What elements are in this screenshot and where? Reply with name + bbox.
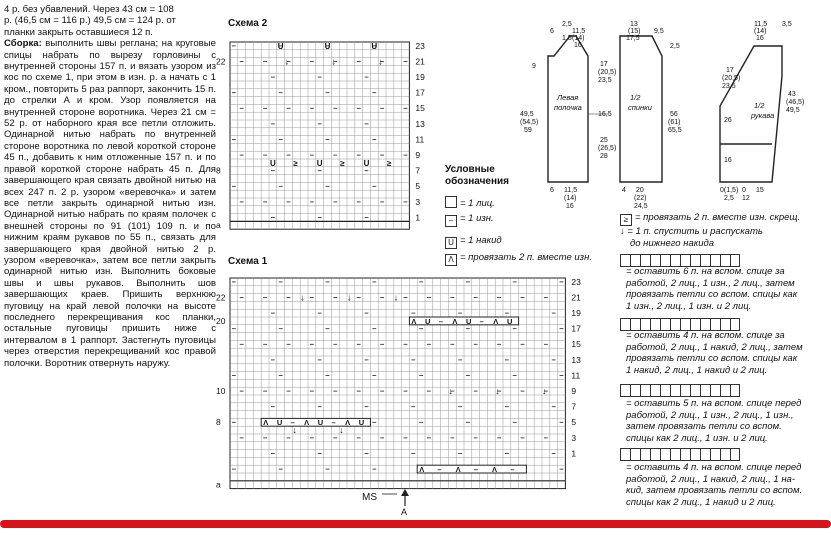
lf-top-0: 2,5 (562, 21, 572, 28)
schema1-drop-arrow-icon: ↓ (300, 292, 305, 303)
schema1-row-label-1: 1 (571, 448, 577, 459)
exp-b3-l4: спицы как 2 лиц., 1 изн. и 2 лиц. (626, 432, 768, 444)
exp-block-3 (626, 398, 801, 444)
cable-5-front-icon (620, 384, 740, 397)
lf-left-10: 28 (600, 153, 608, 160)
back-top-1: (15) (628, 28, 641, 35)
svg-text:Λ: Λ (304, 418, 310, 428)
svg-text:–: – (437, 465, 442, 474)
svg-text:Λ: Λ (492, 465, 498, 474)
schema2-drop-arrow-icon: ↓ (284, 56, 290, 67)
schema1-cable-strip-mid-icon (261, 418, 370, 427)
back-right-1: (61) (668, 119, 681, 126)
exp-drop-stitch (620, 226, 763, 238)
lf-left-9: (26,5) (598, 145, 617, 152)
schema2-yarnover-icon: U (371, 41, 378, 51)
exp-b4-l4: спицы как 2 лиц., 1 накид и 2 лиц. (626, 496, 776, 508)
legend-p2tog (445, 252, 592, 266)
schema2-cable-symbol-icon: U (316, 158, 323, 168)
schema1-row-label-7: 7 (571, 401, 577, 412)
back-top-0: 13 (630, 21, 638, 28)
knit-symbol-icon (445, 196, 457, 208)
sleeve-right-1: (46,5) (786, 99, 805, 106)
sleeve-left-3: 26 (724, 117, 732, 124)
lf-left-2: (54,5) (520, 119, 539, 126)
schema1-cable-strip-top-icon (409, 317, 518, 326)
schema1-drop-arrow-icon: ↓ (292, 425, 297, 435)
sleeve-top-0: 11,5 (754, 21, 768, 28)
lf-left-8: 25 (600, 137, 608, 144)
schema2-row-label-9: 9 (415, 150, 421, 160)
exp-block-1 (626, 266, 797, 312)
exp-block-2 (626, 330, 803, 376)
lf-left-1: 49,5 (520, 111, 534, 118)
schema1-drop-arrow-icon: ↓ (347, 292, 352, 303)
back-label-1: 1/2 (630, 93, 641, 102)
schema2-grid (216, 41, 425, 230)
exp-b3-l3: затем провязать петли со вспом. (626, 421, 782, 432)
exp-b3-l2: работой, 2 лиц., 1 изн., 2 лиц., 1 изн., (626, 409, 794, 421)
back-right-2: 65,5 (668, 127, 682, 134)
instr-line-2: р. (46,5 см = 116 р.) 49,5 см = 124 р. от (4, 15, 176, 27)
sleeve-right-0: 43 (788, 91, 796, 98)
svg-text:–: – (479, 316, 484, 326)
sleeve-left-4: 16 (724, 157, 732, 164)
svg-text:U: U (506, 316, 513, 326)
schema2-row-label-1: 1 (415, 212, 421, 223)
lf-top-2: 6 (550, 28, 554, 35)
schema1-ms-label: MS (362, 492, 377, 503)
assembly-text: выполнить швы реглана; на круговые спицы набрать по вырезу горловины с внутренней стороны 157 п. и вязать узором из кос по схеме 1, при этом в изн. р. а начать с 1 кром., повторить 5 раз раппорт, закончить 15 п. до стрелки А и кром. Узор появляется на внутренней стороне воротника. Через 21 см = 52 р. от наборного края все петли отложить. Одинарной нитью набрать по внутренней стороне воротника по левой короткой стороне 45 п., добавить к ним отложенные 157 п. и по правой короткой стороне набрать 45 п. Для завершающего края связать двойной нитью на всех 247 п. 2 р. узором «веревочка» и затем все петли закрыть одинарной нитью изн. Одинарной нитью набрать по краям полочек с внешней стороны по 91 (101) 109 п. и по нижним краям рукавов по 55 п., связать для завершающего края двойной нитью 2 р. узором «веревочка», затем все петли закрыть одинарной нитью изн. Выполнить боковые швы и швы рукавов. Выполнить шов завершающих краев. Пришить верхнюю пуговицу на край левой полочки на высоте последнего перекрещивания кос планки, остальные пуговицы пришить ниже с интервалом в 1 раппорт. Застегнуть пуговицы через отверстия перекрещиваний кос правой полочки. Воротник отвернуть наружу. (4, 38, 216, 369)
cross-purl-symbol-icon: ≥ (620, 214, 632, 226)
schema1-row-label-13: 13 (571, 354, 581, 365)
schema2-cable-symbol-icon: ≥ (387, 158, 392, 168)
exp-block-4 (626, 462, 802, 508)
schema1-row-label-17: 17 (571, 323, 581, 334)
schema2-cable-symbol-icon: ≥ (340, 158, 345, 168)
lf-left-7: 16,5 (598, 111, 612, 118)
back-label-2: спинки (628, 103, 652, 112)
schema2-row-label-13: 13 (415, 118, 425, 129)
schema2-row-label-19: 19 (415, 72, 425, 82)
svg-text:U: U (276, 418, 283, 428)
schema1-left-label-10: 10 (216, 386, 226, 396)
schema1-a-label: A (401, 507, 408, 517)
legend-title-line2: обозначения (445, 176, 509, 187)
lf-left-6: 23,5 (598, 77, 612, 84)
sleeve-label-1: 1/2 (754, 101, 765, 110)
lf-top-4: 1,5 (562, 35, 572, 42)
lf-left-5: (20,5) (598, 69, 617, 76)
sleeve-bottom-2: 0 (742, 187, 746, 194)
sleeve-bottom-1: 2,5 (724, 195, 734, 202)
sleeve-bottom-4: 15 (756, 187, 764, 194)
lf-left-4: 17 (600, 61, 608, 68)
exp-drop-stitch-text: = 1 п. спустить и распускать (627, 226, 763, 237)
schema2-row-label-3: 3 (415, 196, 421, 207)
exp-b4-l1: = оставить 4 п. на вспом. спице перед (626, 462, 802, 473)
svg-text:Λ: Λ (455, 465, 461, 474)
exp-cross-purl-text: = провязать 2 п. вместе изн. скрещ. (635, 212, 801, 223)
schema2-row-label-15: 15 (415, 103, 425, 114)
sleeve-top-2: 16 (756, 35, 764, 42)
svg-text:Λ: Λ (493, 316, 499, 326)
svg-text:Λ: Λ (345, 418, 351, 428)
legend-purl-text: = 1 изн. (460, 213, 494, 224)
bottom-red-stripe (0, 520, 831, 528)
left-front-label-2: полочка (554, 103, 582, 112)
exp-b1-l4: 1 изн., 2 лиц., 1 изн. и 2 лиц. (626, 300, 752, 312)
schema2-row-label-11: 11 (415, 134, 425, 145)
schema2-drop-arrow-icon: ↓ (378, 56, 383, 67)
schema1-grid (216, 277, 581, 490)
schema2-left-label-22: 22 (216, 56, 226, 67)
lf-top-3: (14) (572, 35, 585, 42)
legend-title (445, 164, 509, 188)
back-bottom-3: 24,5 (634, 203, 648, 210)
sleeve-left-1: (20,5) (722, 75, 741, 82)
lf-left-0: 9 (532, 63, 536, 70)
instr-line-3: планки закрыть оставшиеся 12 п. (4, 26, 153, 38)
svg-text:–: – (473, 465, 478, 474)
back-bottom-0: 4 (622, 187, 626, 194)
p2tog-symbol-icon: Λ (445, 254, 457, 266)
schema1-chart (212, 268, 592, 516)
legend-purl (445, 213, 494, 227)
schema2-cable-symbol-icon: U (270, 158, 276, 168)
schema2-cable-symbol-icon: ≥ (293, 158, 298, 168)
sleeve-left-0: 17 (726, 67, 734, 74)
svg-text:Λ: Λ (452, 316, 458, 326)
exp-b2-l4: 1 накид, 2 лиц., 1 накид и 2 лиц. (626, 364, 768, 376)
legend-p2tog-text: = провязать 2 п. вместе изн. (460, 252, 592, 263)
back-right-0: 56 (670, 111, 678, 118)
schema2-title: Схема 2 (228, 18, 268, 29)
schema1-left-label-8: 8 (216, 417, 221, 428)
schema2-row-label-7: 7 (415, 165, 421, 176)
svg-text:U: U (466, 316, 472, 326)
exp-b4-l2: работой, 2 лиц., 1 накид, 2 лиц., 1 на- (626, 473, 796, 485)
legend-yarnover (445, 235, 502, 249)
schema1-row-label-23: 23 (571, 276, 581, 287)
svg-text:U: U (317, 418, 324, 428)
legend-yarnover-text: = 1 накид (460, 235, 502, 246)
lf-bottom-2: (14) (564, 195, 577, 202)
schema2-row-label-17: 17 (415, 87, 425, 98)
schema1-left-label-22: 22 (216, 292, 226, 303)
exp-b1-l2: работой, 2 лиц., 1 изн., 2 лиц., затем (626, 277, 795, 289)
schema1-row-label-15: 15 (571, 339, 581, 350)
lf-top-5: 16 (574, 42, 582, 49)
back-top-2: 17,5 (626, 35, 640, 42)
lf-bottom-3: 16 (566, 203, 574, 210)
schema1-title: Схема 1 (228, 256, 268, 267)
sleeve-top-1: (14) (754, 28, 767, 35)
schema2-cable-symbol-icon: U (363, 158, 370, 168)
svg-text:–: – (510, 465, 515, 474)
exp-b2-l1: = оставить 4 п. на вспом. спице за (626, 330, 785, 341)
schema1-drop-arrow-icon: ↓ (448, 386, 453, 396)
schema2-chart (212, 32, 425, 232)
yarnover-symbol-icon: U (445, 237, 457, 249)
legend-knit-text: = 1 лиц. (460, 198, 495, 209)
svg-text:–: – (331, 418, 336, 428)
schema1-drop-arrow-icon: ↓ (495, 386, 500, 396)
lf-top-1: 11,5 (572, 28, 586, 35)
schema1-left-label-a: a (216, 479, 221, 490)
legend-knit (445, 196, 495, 209)
schema2-drop-arrow-icon: ↓ (331, 56, 336, 67)
svg-text:Λ: Λ (411, 316, 417, 326)
schema2-left-label-8: 8 (216, 165, 221, 176)
sleeve-top-3: 3,5 (782, 21, 792, 28)
schema2-yarnover-icon: U (277, 41, 284, 51)
exp-b1-l1: = оставить 6 п. на вспом. спице за (626, 266, 785, 277)
drop-stitch-icon: ↓ (620, 226, 628, 237)
back-top-4: 2,5 (670, 43, 680, 50)
svg-text:U: U (358, 418, 365, 428)
schema1-drop-arrow-icon: ↓ (542, 386, 547, 396)
purl-symbol-icon: – (445, 215, 457, 227)
schema2-row-label-5: 5 (415, 181, 421, 192)
schema1-drop-arrow-icon: ↓ (393, 292, 399, 303)
assembly-heading: Сборка: (4, 38, 42, 50)
svg-text:U: U (425, 316, 431, 326)
lf-bottom-0: 6 (550, 187, 554, 194)
lf-bottom-1: 11,5 (564, 187, 578, 194)
svg-text:–: – (438, 316, 443, 326)
instr-line-1: 4 р. без убавлений. Через 43 см = 108 (4, 4, 174, 15)
schema2-row-label-21: 21 (415, 56, 425, 67)
schema2-left-label-a: a (216, 220, 221, 231)
schema1-row-label-9: 9 (571, 386, 577, 396)
exp-b2-l2: работой, 2 лиц., 1 накид, 2 лиц., затем (626, 341, 803, 353)
pattern-schematic (520, 16, 820, 216)
cable-4-front-icon (620, 448, 740, 461)
svg-text:–: – (290, 418, 295, 428)
svg-text:Λ: Λ (419, 465, 425, 474)
svg-text:Λ: Λ (263, 418, 269, 428)
sleeve-label-2: рукава (751, 111, 775, 120)
exp-b1-l3: провязать петли со вспом. спицы как (626, 289, 798, 300)
back-bottom-2: (22) (634, 195, 647, 202)
sleeve-right-2: 49,5 (786, 107, 800, 114)
schema2-yarnover-icon: U (324, 41, 331, 51)
exp-b4-l3: кид, затем провязать петли со вспом. (626, 485, 803, 496)
schema1-row-label-11: 11 (571, 370, 581, 381)
schema1-drop-arrow-icon: ↓ (339, 425, 344, 435)
assembly-paragraph (4, 38, 216, 369)
back-top-3: 9,5 (654, 28, 664, 35)
schema1-row-label-19: 19 (571, 308, 581, 318)
sleeve-bottom-0: 0(1,5) (720, 187, 739, 194)
sleeve-bottom-3: 12 (742, 195, 750, 202)
schema1-left-label-20: 20 (216, 315, 226, 326)
schema1-row-label-21: 21 (571, 292, 581, 303)
legend-title-line1: Условные (445, 164, 495, 175)
exp-drop-stitch-2: до нижнего накида (630, 238, 715, 249)
schema2-row-label-23: 23 (415, 40, 425, 51)
schema1-row-label-5: 5 (571, 417, 577, 428)
left-front-label-1: Левая (557, 93, 579, 102)
schema1-row-label-3: 3 (571, 432, 577, 443)
back-bottom-1: 20 (636, 187, 644, 194)
schema1-cable-strip-bottom-icon (417, 465, 526, 474)
exp-b2-l3: провязать петли со вспом. спицы как (626, 353, 798, 364)
sleeve-left-2: 23,5 (722, 83, 736, 90)
lf-left-3: 59 (524, 127, 532, 134)
instructions-column (4, 4, 216, 369)
exp-b3-l1: = оставить 5 п. на вспом. спице перед (626, 398, 802, 409)
